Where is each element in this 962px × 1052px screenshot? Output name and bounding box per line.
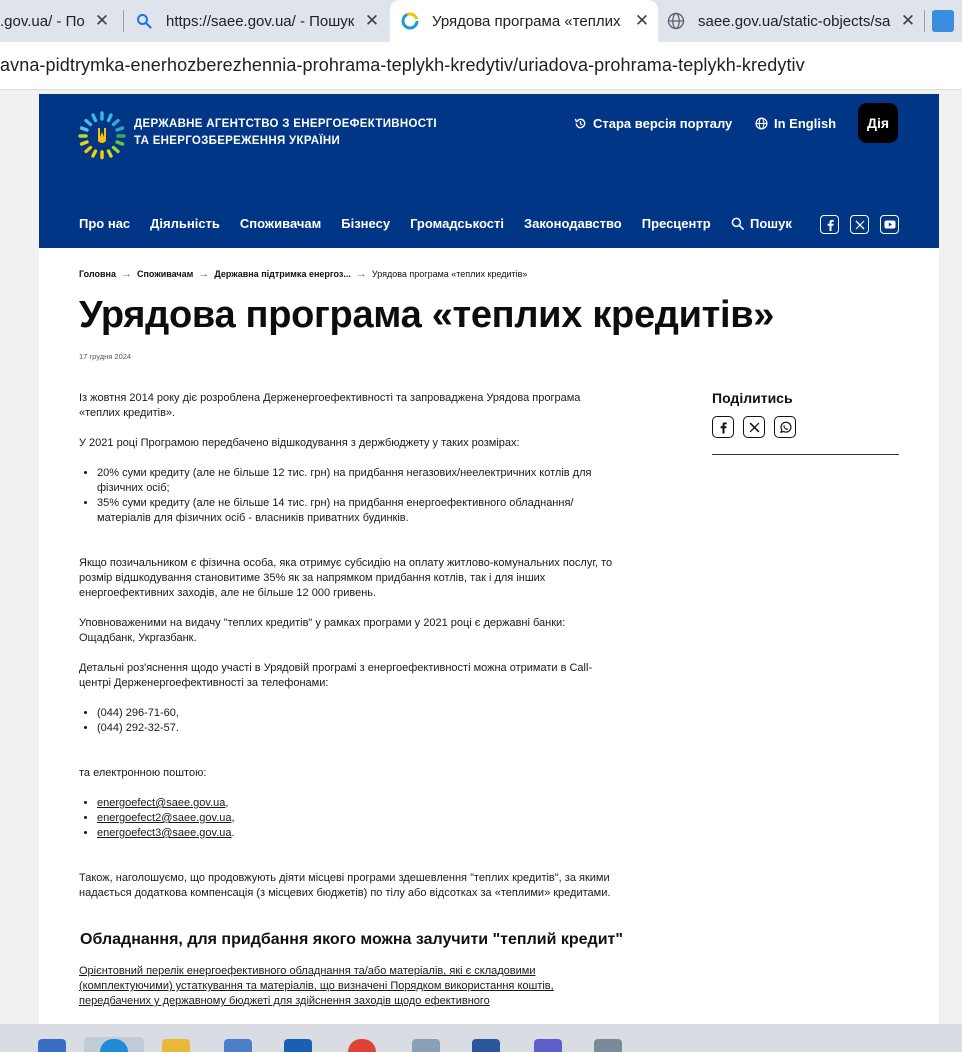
mail-icon[interactable]	[284, 1039, 312, 1052]
article-paragraph: Детальні роз'яснення щодо участі в Урядовій програмі з енергоефективності можна отримати в Call-центрі Держенергоефективності за телефонами:	[79, 662, 593, 689]
browser-tab-2[interactable]	[128, 0, 388, 42]
saee-logo-icon[interactable]	[77, 110, 127, 160]
app-icon[interactable]	[594, 1039, 622, 1052]
search-label: Пошук	[750, 216, 792, 231]
nav-item-legislation[interactable]: Законодавство	[523, 216, 622, 231]
browser-tab-3-active[interactable]	[390, 0, 658, 42]
article-paragraph: Із жовтня 2014 року діє розроблена Держенергоефективності та запроваджена Урядова програма «теплих кредитів».	[79, 392, 581, 419]
extension-tab-icon[interactable]	[932, 10, 954, 32]
search-link[interactable]	[731, 216, 792, 231]
file-explorer-icon[interactable]	[162, 1039, 190, 1052]
breadcrumb	[79, 268, 527, 280]
x-icon[interactable]	[850, 215, 869, 234]
whatsapp-icon	[779, 421, 792, 434]
compensation-list	[97, 466, 624, 526]
web-page	[39, 94, 939, 1024]
nav-item-consumers[interactable]: Споживачам	[239, 216, 322, 231]
agency-name[interactable]	[134, 116, 437, 150]
tab-title: Урядова програма «теплих	[432, 12, 621, 30]
list-item: • 20% суми кредиту (але не більше 12 тис. грн) на придбання негазових/неелектричних котлів для фізичних осіб;	[97, 466, 624, 496]
breadcrumb-state-support[interactable]: Державна підтримка енергоз...	[214, 269, 351, 279]
english-link[interactable]	[755, 116, 836, 131]
equipment-list-link[interactable]: Орієнтовний перелік енергоефективного обладнання та/або матеріалів, які є складовими (комплектуючими) устаткування та матеріалів, що визначені Порядком використання коштів, передбачених у державному бюджеті для здійснення заходів щодо ефективного	[79, 965, 554, 1007]
english-label: In English	[774, 116, 837, 131]
os-taskbar	[0, 1024, 962, 1052]
close-icon[interactable]: ✕	[364, 11, 380, 30]
chrome-browser-icon[interactable]	[348, 1039, 376, 1052]
agency-name-line1: ДЕРЖАВНЕ АГЕНТСТВО З ЕНЕРГОЕФЕКТИВНОСТІ	[134, 118, 437, 130]
url-text[interactable]: avna-pidtrymka-enerhozberezhennia-prohrama-teplykh-kredytiv/uriadova-prohrama-teplykh-kredytiv	[0, 55, 805, 75]
store-icon[interactable]	[224, 1039, 252, 1052]
address-bar[interactable]	[0, 42, 962, 90]
section-heading: Обладнання, для придбання якого можна залучити "теплий кредит"	[80, 931, 623, 948]
facebook-icon	[718, 421, 728, 434]
teams-icon[interactable]	[534, 1039, 562, 1052]
article-paragraph: Якщо позичальником є фізична особа, яка отримує субсидію на оплату житлово-комунальних послуг, то розмір відшкодування становитиме 35% як за напрямком придбання котлів, так і для інших енергоефективних заходів, але не більше 12 000 гривень.	[79, 557, 613, 599]
breadcrumb-current: Урядова програма «теплих кредитів»	[371, 269, 528, 279]
share-facebook-button[interactable]	[712, 416, 734, 438]
list-item: • energoefect@saee.gov.ua,	[97, 796, 624, 811]
list-item: • energoefect2@saee.gov.ua,	[97, 811, 624, 826]
nav-item-press[interactable]: Пресцентр	[641, 216, 711, 231]
tab-title: https://saee.gov.ua/ - Пошук	[166, 12, 355, 30]
tab-separator	[123, 10, 124, 32]
email-link[interactable]: energoefect2@saee.gov.ua	[97, 812, 232, 824]
email-list	[97, 796, 624, 841]
facebook-icon[interactable]	[820, 215, 839, 234]
browser-tab-4[interactable]	[660, 0, 924, 42]
share-title: Поділитись	[712, 390, 793, 406]
history-icon	[574, 117, 587, 130]
youtube-icon[interactable]	[880, 215, 899, 234]
word-icon[interactable]	[472, 1039, 500, 1052]
tab-separator	[924, 10, 925, 32]
search-icon	[731, 217, 744, 230]
diia-button[interactable]: Дія	[858, 103, 898, 143]
share-x-button[interactable]	[743, 416, 765, 438]
share-whatsapp-button[interactable]	[774, 416, 796, 438]
x-icon	[749, 422, 760, 433]
article-paragraph: Уповноваженими на видачу "теплих кредитів" у рамках програми у 2021 році є державні банки: Ощадбанк, Укргазбанк.	[79, 617, 566, 644]
agency-name-line2: ТА ЕНЕРГОЗБЕРЕЖЕННЯ УКРАЇНИ	[134, 135, 341, 147]
close-icon[interactable]: ✕	[634, 11, 650, 30]
list-item: • 35% суми кредиту (але не більше 14 тис. грн) на придбання енергоефективного обладнання/матеріалів для фізичних осіб - власників приватних будинків.	[97, 496, 624, 526]
email-link[interactable]: energoefect3@saee.gov.ua	[97, 827, 232, 839]
tab-title: saee.gov.ua/static-objects/sa	[698, 12, 891, 30]
close-icon[interactable]: ✕	[900, 11, 916, 30]
search-icon	[134, 11, 154, 31]
arrow-right-icon: →	[355, 268, 367, 280]
nav-item-about[interactable]: Про нас	[79, 216, 131, 231]
nav-item-business[interactable]: Бізнесу	[341, 216, 391, 231]
nav-item-activity[interactable]: Діяльність	[150, 216, 220, 231]
page-title: Урядова програма «теплих кредитів»	[79, 294, 775, 336]
close-icon[interactable]: ✕	[94, 11, 110, 30]
arrow-right-icon: →	[121, 268, 132, 280]
share-divider	[712, 454, 899, 455]
globe-icon	[755, 117, 768, 130]
old-portal-link[interactable]	[574, 116, 732, 131]
breadcrumb-consumers[interactable]: Споживачам	[137, 269, 194, 279]
nav-item-public[interactable]: Громадськості	[410, 216, 504, 231]
globe-icon	[666, 11, 686, 31]
phone-list	[97, 706, 624, 736]
list-item: • (044) 292-32-57.	[97, 721, 624, 736]
article-paragraph: та електронною поштою:	[79, 767, 207, 779]
publish-date: 17 грудня 2024	[79, 352, 132, 361]
list-item: • energoefect3@saee.gov.ua.	[97, 826, 624, 841]
old-portal-label: Стара версія порталу	[593, 116, 733, 131]
main-nav	[79, 216, 731, 231]
site-header	[39, 94, 939, 248]
arrow-right-icon: →	[198, 268, 210, 280]
browser-tab-1[interactable]	[0, 0, 118, 42]
email-link[interactable]: energoefect@saee.gov.ua	[97, 797, 226, 809]
tab-title: .gov.ua/ - По	[0, 12, 85, 30]
saee-logo-icon	[400, 11, 420, 31]
browser-tab-strip	[0, 0, 962, 42]
article-body	[79, 391, 624, 1024]
article-paragraph: Також, наголошуємо, що продовжують діяти місцеві програми здешевлення "теплих кредитів", за якими надається додаткова компенсація (з місцевих бюджетів) по тілу або відсотках за «теплими» кредитами.	[79, 872, 611, 899]
start-menu-icon[interactable]	[38, 1039, 66, 1052]
list-item: • (044) 296-71-60,	[97, 706, 624, 721]
notepad-icon[interactable]	[412, 1039, 440, 1052]
breadcrumb-home[interactable]: Головна	[79, 269, 116, 279]
article-paragraph: У 2021 році Програмою передбачено відшкодування з держбюджету у таких розмірах:	[79, 437, 520, 449]
